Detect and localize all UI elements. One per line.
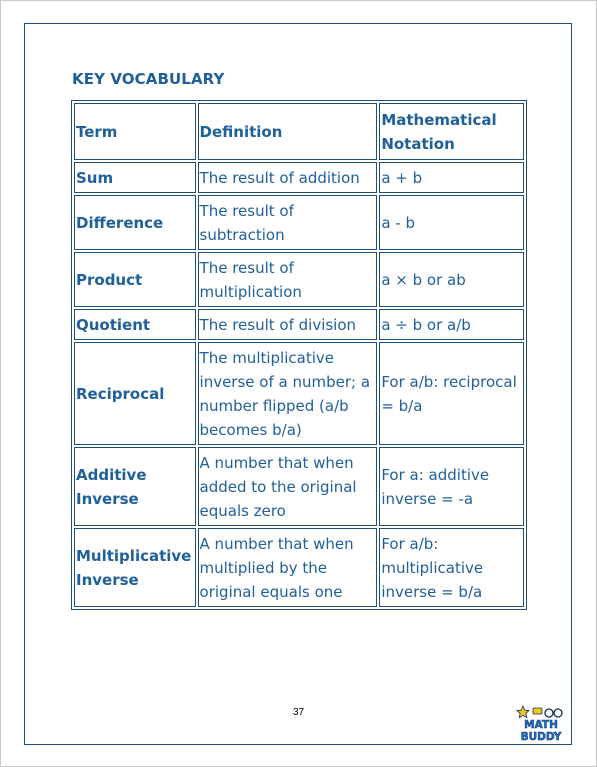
- term-cell: Additive Inverse: [74, 447, 196, 526]
- header-term: Term: [74, 103, 196, 160]
- term-cell: Difference: [74, 195, 196, 250]
- notation-cell: a - b: [379, 195, 524, 250]
- logo-text-bottom: BUDDY: [520, 731, 562, 742]
- term-cell: Product: [74, 252, 196, 307]
- table-header-row: [74, 103, 524, 160]
- table-row: [74, 195, 524, 250]
- section-heading: KEY VOCABULARY: [72, 70, 225, 88]
- table-row: [74, 447, 524, 526]
- glasses-icon-right: [554, 709, 562, 717]
- notation-cell: a ÷ b or a/b: [379, 309, 524, 340]
- definition-cell: A number that when added to the original equals zero: [198, 447, 378, 526]
- definition-cell: The result of subtraction: [198, 195, 378, 250]
- notation-cell: For a: additive inverse = -a: [379, 447, 524, 526]
- notation-cell: For a/b: multiplicative inverse = b/a: [379, 528, 524, 607]
- definition-cell: The result of addition: [198, 162, 378, 193]
- star-icon: [517, 706, 529, 718]
- header-definition: Definition: [198, 103, 378, 160]
- term-cell: Sum: [74, 162, 196, 193]
- notation-cell: For a/b: reciprocal = b/a: [379, 342, 524, 445]
- logo-text-top: MATH: [524, 719, 558, 731]
- table-row: [74, 162, 524, 193]
- page-number: 37: [292, 707, 305, 718]
- notation-cell: a + b: [379, 162, 524, 193]
- definition-cell: The result of multiplication: [198, 252, 378, 307]
- table-row: [74, 342, 524, 445]
- term-cell: Quotient: [74, 309, 196, 340]
- math-buddy-logo: [515, 704, 567, 742]
- definition-cell: The result of division: [198, 309, 378, 340]
- term-cell: Multiplicative Inverse: [74, 528, 196, 607]
- notation-cell: a × b or ab: [379, 252, 524, 307]
- definition-cell: A number that when multiplied by the original equals one: [198, 528, 378, 607]
- definition-cell: The multiplicative inverse of a number; a number flipped (a/b becomes b/a): [198, 342, 378, 445]
- vocabulary-table: [71, 100, 527, 610]
- term-cell: Reciprocal: [74, 342, 196, 445]
- book-icon: [533, 708, 542, 714]
- glasses-icon-left: [545, 709, 553, 717]
- table-row: [74, 528, 524, 607]
- header-notation: Mathematical Notation: [379, 103, 524, 160]
- table-row: [74, 309, 524, 340]
- table-row: [74, 252, 524, 307]
